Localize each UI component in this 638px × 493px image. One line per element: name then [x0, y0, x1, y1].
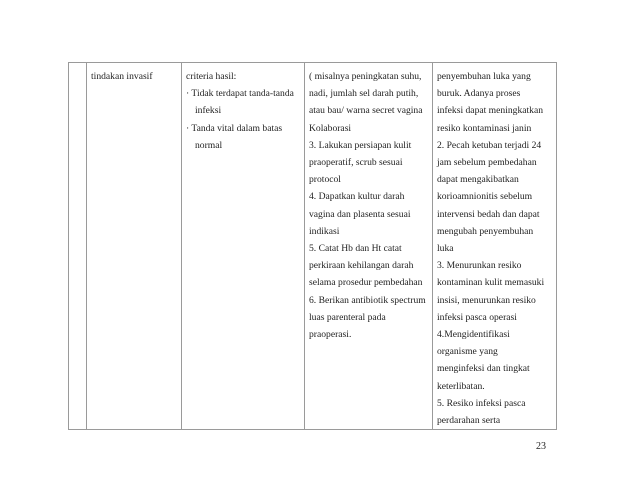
page-number: 23 [536, 441, 546, 452]
text-line: 4.Mengidentifikasi [437, 329, 510, 341]
text-line: intervensi bedah dan dapat [437, 208, 540, 220]
text-line: · Tanda vital dalam batas [186, 122, 283, 134]
text-line: 3. Lakukan persiapan kulit [309, 139, 412, 151]
text-line: praoperatif, scrub sesuai [309, 157, 403, 169]
intervention-cell [305, 63, 433, 430]
rationale-cell [433, 63, 557, 430]
text-line: keterlibatan. [437, 380, 485, 392]
intervention-text [305, 63, 432, 343]
text-line: 5. Resiko infeksi pasca [437, 397, 526, 409]
diagnosis-text [87, 63, 181, 85]
text-line: perkiraan kehilangan darah [309, 260, 414, 272]
text-line: buruk. Adanya proses [437, 88, 521, 100]
text-line: ( misalnya peningkatan suhu, [309, 71, 422, 82]
text-line: infeksi pasca operasi [437, 311, 517, 323]
text-line: infeksi dapat meningkatkan [437, 105, 544, 117]
text-line: atau bau/ warna secret vagina [309, 105, 423, 117]
text-line: organisme yang [437, 346, 498, 358]
text-line: menginfeksi dan tingkat [437, 363, 530, 375]
text-line: infeksi [195, 105, 222, 117]
text-line: insisi, menurunkan resiko [437, 294, 536, 306]
text-line: perdarahan serta [437, 415, 501, 427]
text-line: dapat mengakibatkan [437, 174, 519, 186]
text-line: korioamnionitis sebelum [437, 191, 533, 203]
outcome-cell [182, 63, 305, 430]
number-cell [69, 63, 87, 430]
text-line: criteria hasil: [186, 71, 237, 82]
text-line: normal [195, 139, 223, 151]
text-line: resiko kontaminasi janin [437, 122, 532, 134]
text-line: protocol [309, 174, 341, 186]
text-line: indikasi [309, 225, 340, 237]
text-line: mengubah penyembuhan [437, 225, 534, 237]
text-line: praoperasi. [309, 329, 352, 341]
text-line: · Tidak terdapat tanda-tanda [186, 88, 294, 100]
text-line: 3. Menurunkan resiko [437, 260, 522, 272]
text-line: 5. Catat Hb dan Ht catat [309, 243, 402, 255]
text-line: luka [437, 243, 454, 255]
outcome-criteria-text [182, 63, 304, 154]
diagnosis-cell [87, 63, 182, 430]
text-line: selama prosedur pembedahan [309, 277, 423, 289]
text-line: nadi, jumlah sel darah putih, [309, 88, 419, 100]
text-line: penyembuhan luka yang [437, 71, 531, 82]
text-line: luas parenteral pada [309, 311, 386, 323]
text-line: 2. Pecah ketuban terjadi 24 [437, 139, 542, 151]
text-line: kontaminan kulit memasuki [437, 277, 545, 289]
nursing-care-table [68, 62, 557, 430]
text-line: Kolaborasi [309, 122, 352, 134]
text-line: vagina dan plasenta sesuai [309, 208, 411, 220]
table-row [69, 63, 557, 430]
text-line: tindakan invasif [91, 71, 153, 82]
rationale-text [433, 63, 556, 429]
text-line: 6. Berikan antibiotik spectrum [309, 294, 426, 306]
text-line: 4. Dapatkan kultur darah [309, 191, 405, 203]
text-line: jam sebelum pembedahan [437, 157, 537, 169]
